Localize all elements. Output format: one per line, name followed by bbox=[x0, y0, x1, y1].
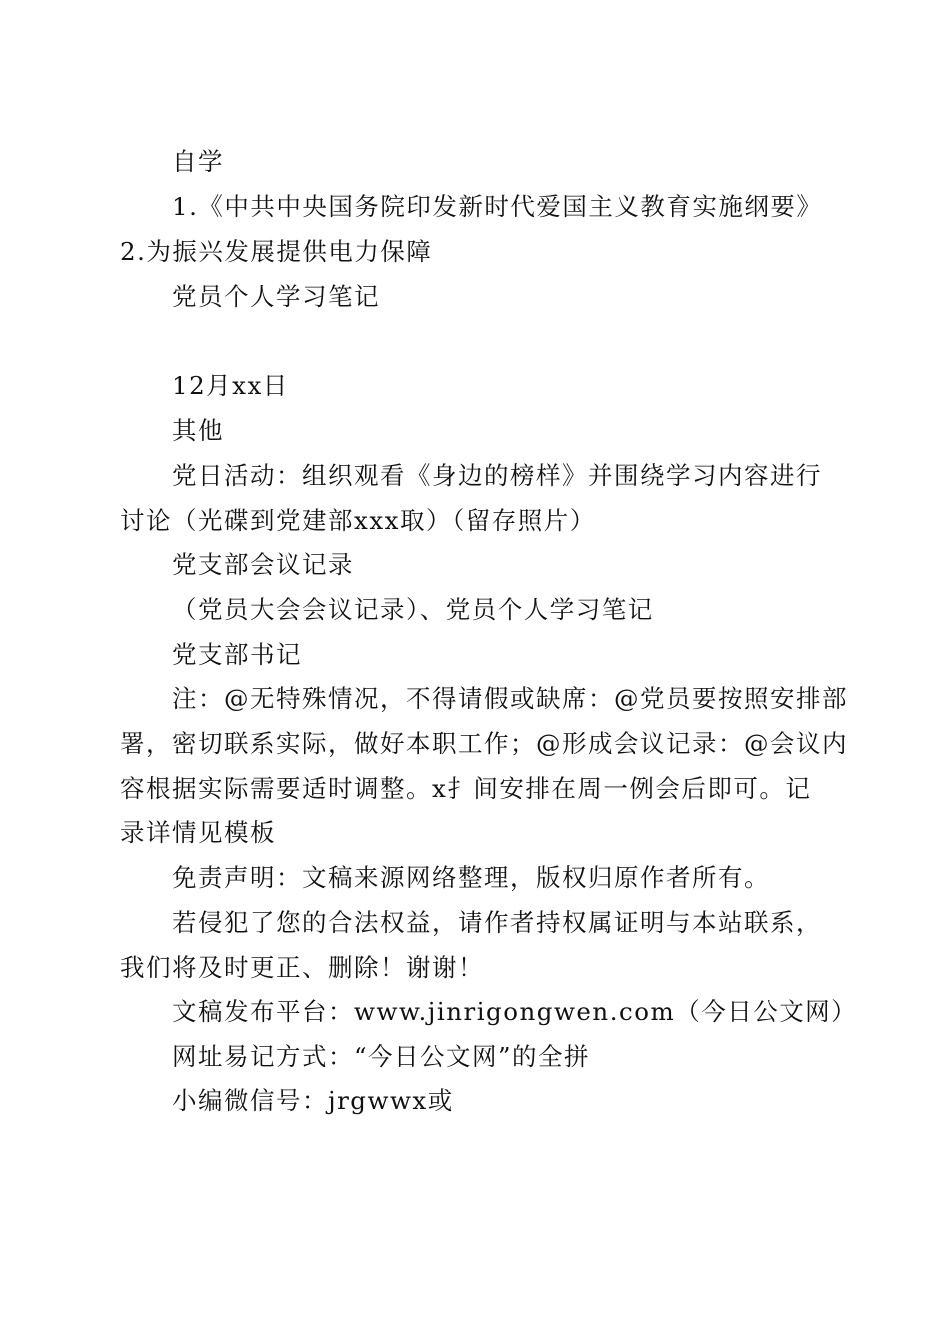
disclaimer-line: 免责声明：文稿来源网络整理，版权归原作者所有。 bbox=[172, 863, 770, 892]
section-heading-other: 其他 bbox=[172, 416, 224, 445]
wechat-id-line: 小编微信号：jrgwwx或 bbox=[172, 1086, 454, 1115]
list-item: 1.《中共中央国务院印发新时代爱国主义教育实施纲要》 bbox=[172, 192, 823, 221]
note-paragraph-line: 录详情见模板 bbox=[120, 818, 276, 847]
publish-platform-line: 文稿发布平台：www.jinrigongwen.com（今日公文网） bbox=[172, 997, 858, 1026]
text-line: 党支部书记 bbox=[172, 640, 302, 669]
url-memo-line: 网址易记方式：“今日公文网”的全拼 bbox=[172, 1042, 591, 1071]
note-paragraph-line: 注：@无特殊情况，不得请假或缺席：@党员要按照安排部 bbox=[172, 684, 848, 713]
paragraph-line: 党日活动：组织观看《身边的榜样》并围绕学习内容进行 bbox=[172, 461, 822, 490]
date-line: 12月xx日 bbox=[172, 371, 289, 400]
list-item: 2.为振兴发展提供电力保障 bbox=[120, 237, 433, 266]
disclaimer-line: 若侵犯了您的合法权益，请作者持权属证明与本站联系， bbox=[172, 908, 822, 937]
note-paragraph-line: 容根据实际需要适时调整。x扌间安排在周一例会后即可。记 bbox=[120, 774, 812, 803]
text-line: （党员大会会议记录）、党员个人学习笔记 bbox=[172, 595, 654, 624]
note-paragraph-line: 署，密切联系实际，做好本职工作；@形成会议记录：@会议内 bbox=[120, 729, 848, 758]
text-line: 党支部会议记录 bbox=[172, 550, 354, 579]
disclaimer-line: 我们将及时更正、删除！谢谢！ bbox=[120, 953, 484, 982]
paragraph-line: 讨论（光碟到党建部xxx取）（留存照片） bbox=[120, 506, 596, 535]
text-line: 党员个人学习笔记 bbox=[172, 282, 380, 311]
section-heading-self-study: 自学 bbox=[172, 147, 224, 176]
